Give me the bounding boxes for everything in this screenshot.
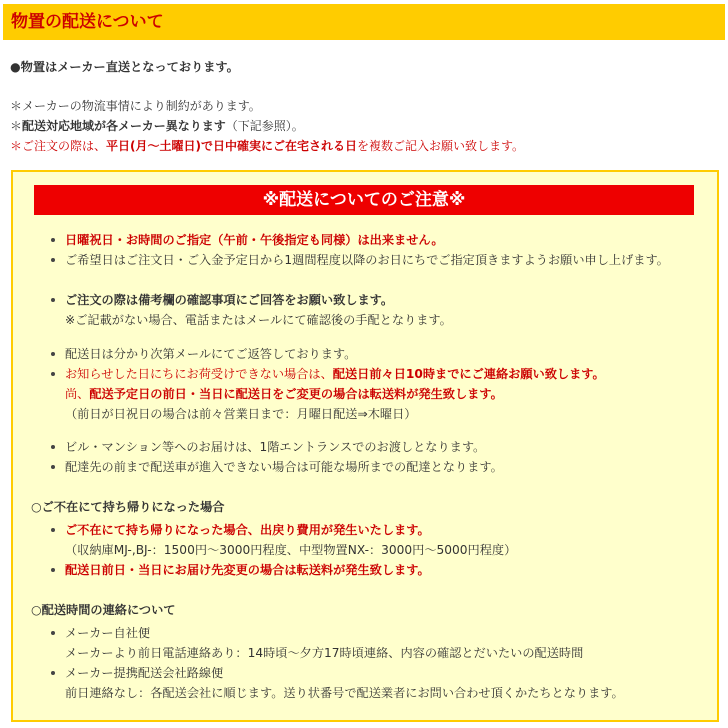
notice-item-11-sub: 前日連絡なし：各配送会社に順じます。送り状番号で配送業者にお問い合わせ頂くかたちとなります。 <box>65 686 624 700</box>
notice-item-5-bold: 配送日前々日10時までにご連絡お願い致します。 <box>332 367 605 381</box>
note-3-head: ＊ご注文の際は、 <box>10 139 107 153</box>
notes-list <box>10 96 524 156</box>
notice-item-11: メーカー提携配送会社路線便 <box>65 666 224 680</box>
intro-text: ●物置はメーカー直送となっております。 <box>10 60 239 74</box>
note-2-bold: 配送対応地域が各メーカー異なります <box>22 119 226 133</box>
bullet-dot <box>51 528 55 532</box>
bullet-dot <box>51 568 55 572</box>
bullet-dot <box>51 298 55 302</box>
notice-item-4: 配送日は分かり次第メールにてご返答しております。 <box>65 347 357 361</box>
note-2 <box>10 116 524 136</box>
note-3-tail: を複数ご記入お願い致します。 <box>357 139 525 153</box>
notice-item-3-sub: ※ご記載がない場合、電話またはメールにて確認後の手配となります。 <box>65 313 452 327</box>
notice-item-5-sub: （前日が日祝日の場合は前々営業日まで：月曜日配送⇒木曜日） <box>65 407 417 421</box>
notice-item-3: ご注文の際は備考欄の確認事項にご回答をお願い致します。 <box>65 293 394 307</box>
notice-item-2: ご希望日はご注文日・ご入金予定日から1週間程度以降のお日にちでご指定頂きますようお願い申し上げます。 <box>65 253 669 267</box>
section-heading-absence: ○ご不在にて持ち帰りになった場合 <box>31 500 225 514</box>
note-2-tail: （下記参照）。 <box>225 119 304 133</box>
notice-item-5 <box>65 365 605 382</box>
notice-item-8-sub: （収納庫MJ-,BJ-：1500円～3000円程度、中型物置NX-：3000円～5000円程度） <box>65 543 517 557</box>
notice-item-9: 配送日前日・当日にお届け先変更の場合は転送料が発生致します。 <box>65 563 430 577</box>
notice-item-7: 配達先の前まで配送車が進入できない場合は可能な場所までの配達となります。 <box>65 460 503 474</box>
delivery-notice-box <box>11 170 719 722</box>
bullet-dot <box>51 372 55 376</box>
notice-item-5-transfer: 配送予定日の前日・当日に配送日をご変更の場合は転送料が発生致します。 <box>89 387 503 401</box>
notice-item-5-line2 <box>65 385 503 402</box>
bullet-dot <box>51 258 55 262</box>
note-1: ＊メーカーの物流事情により制約があります。 <box>10 99 261 113</box>
bullet-dot <box>51 445 55 449</box>
bullet-dot <box>51 238 55 242</box>
page-title: 物置の配送について <box>11 12 164 32</box>
bullet-dot <box>51 465 55 469</box>
notice-banner: ※配送についてのご注意※ <box>34 185 694 215</box>
section-heading-contact: ○配送時間の連絡について <box>31 603 176 617</box>
notice-item-10: メーカー自社便 <box>65 626 151 640</box>
notice-item-1: 日曜祝日・お時間のご指定（午前・午後指定も同様）は出来ません。 <box>65 233 444 247</box>
notice-item-8: ご不在にて持ち帰りになった場合、出戻り費用が発生いたします。 <box>65 523 430 537</box>
notice-item-10-sub: メーカーより前日電話連絡あり：14時頃～夕方17時頃連絡、内容の確認とだいたいの配送時間 <box>65 646 584 660</box>
note-3 <box>10 136 524 156</box>
bullet-dot <box>51 631 55 635</box>
page-title-bar <box>3 4 725 40</box>
notice-item-5-prefix: 尚、 <box>65 387 90 401</box>
note-3-bold: 平日(月～土曜日)で日中確実にご在宅される日 <box>106 139 357 153</box>
note-2-mark: ＊ <box>10 119 23 133</box>
bullet-dot <box>51 352 55 356</box>
notice-item-5-head: お知らせした日にちにお荷受けできない場合は、 <box>65 367 333 381</box>
bullet-dot <box>51 671 55 675</box>
notice-item-6: ビル・マンション等へのお届けは、1階エントランスでのお渡しとなります。 <box>65 440 486 454</box>
